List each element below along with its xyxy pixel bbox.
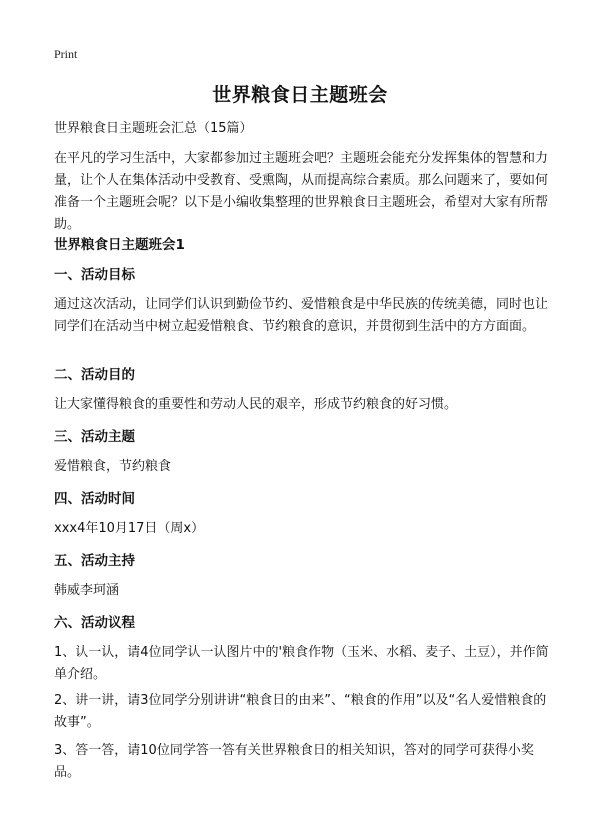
agenda-item: 1、认一认，请4位同学认一认图片中的'粮食作物（玉米、水稻、麦子、土豆），并作简单介绍。: [54, 645, 549, 682]
agenda-item: 2、讲一讲，请3位同学分别讲讲“粮食日的由来”、“粮食的作用”以及“名人爱惜粮食的故事”。: [54, 693, 547, 730]
purpose-paragraph: 让大家懂得粮食的重要性和劳动人民的艰辛，形成节约粮食的好习惯。: [54, 397, 458, 412]
heading-goal: 一、活动目标: [54, 267, 135, 283]
heading-agenda: 六、活动议程: [54, 615, 135, 631]
theme-paragraph: 爱惜粮食，节约粮食: [54, 459, 172, 474]
heading-theme: 三、活动主题: [54, 429, 135, 445]
agenda-item: 3、答一答，请10位同学答一答有关世界粮食日的相关知识，答对的同学可获得小奖品。: [54, 743, 534, 780]
page-title: 世界粮食日主题班会: [212, 84, 388, 106]
section-title: 世界粮食日主题班会1: [54, 237, 185, 253]
heading-host: 五、活动主持: [54, 553, 135, 569]
summary-line: 世界粮食日主题班会汇总（15篇）: [54, 121, 253, 136]
goal-paragraph: 通过这次活动，让同学们认识到勤俭节约、爱惜粮食是中华民族的传统美德，同时也让同学们在活动当中树立起爱惜粮食、节约粮食的意识，并贯彻到生活中的方方面面。: [54, 297, 549, 334]
print-link[interactable]: Print: [54, 47, 78, 61]
time-paragraph: xxx4年10月17日（周x）: [54, 521, 205, 536]
host-paragraph: 韩威李珂涵: [54, 583, 120, 598]
intro-paragraph: 在平凡的学习生活中，大家都参加过主题班会吧？主题班会能充分发挥集体的智慧和力量，让个人在集体活动中受教育、受熏陶，从而提高综合素质。那么问题来了，要如何准备一个主题班会呢？以下是小编收集整理的世界粮食日主题班会，希望对大家有所帮助。: [54, 151, 549, 232]
heading-time: 四、活动时间: [54, 491, 135, 507]
heading-purpose: 二、活动目的: [54, 367, 135, 383]
